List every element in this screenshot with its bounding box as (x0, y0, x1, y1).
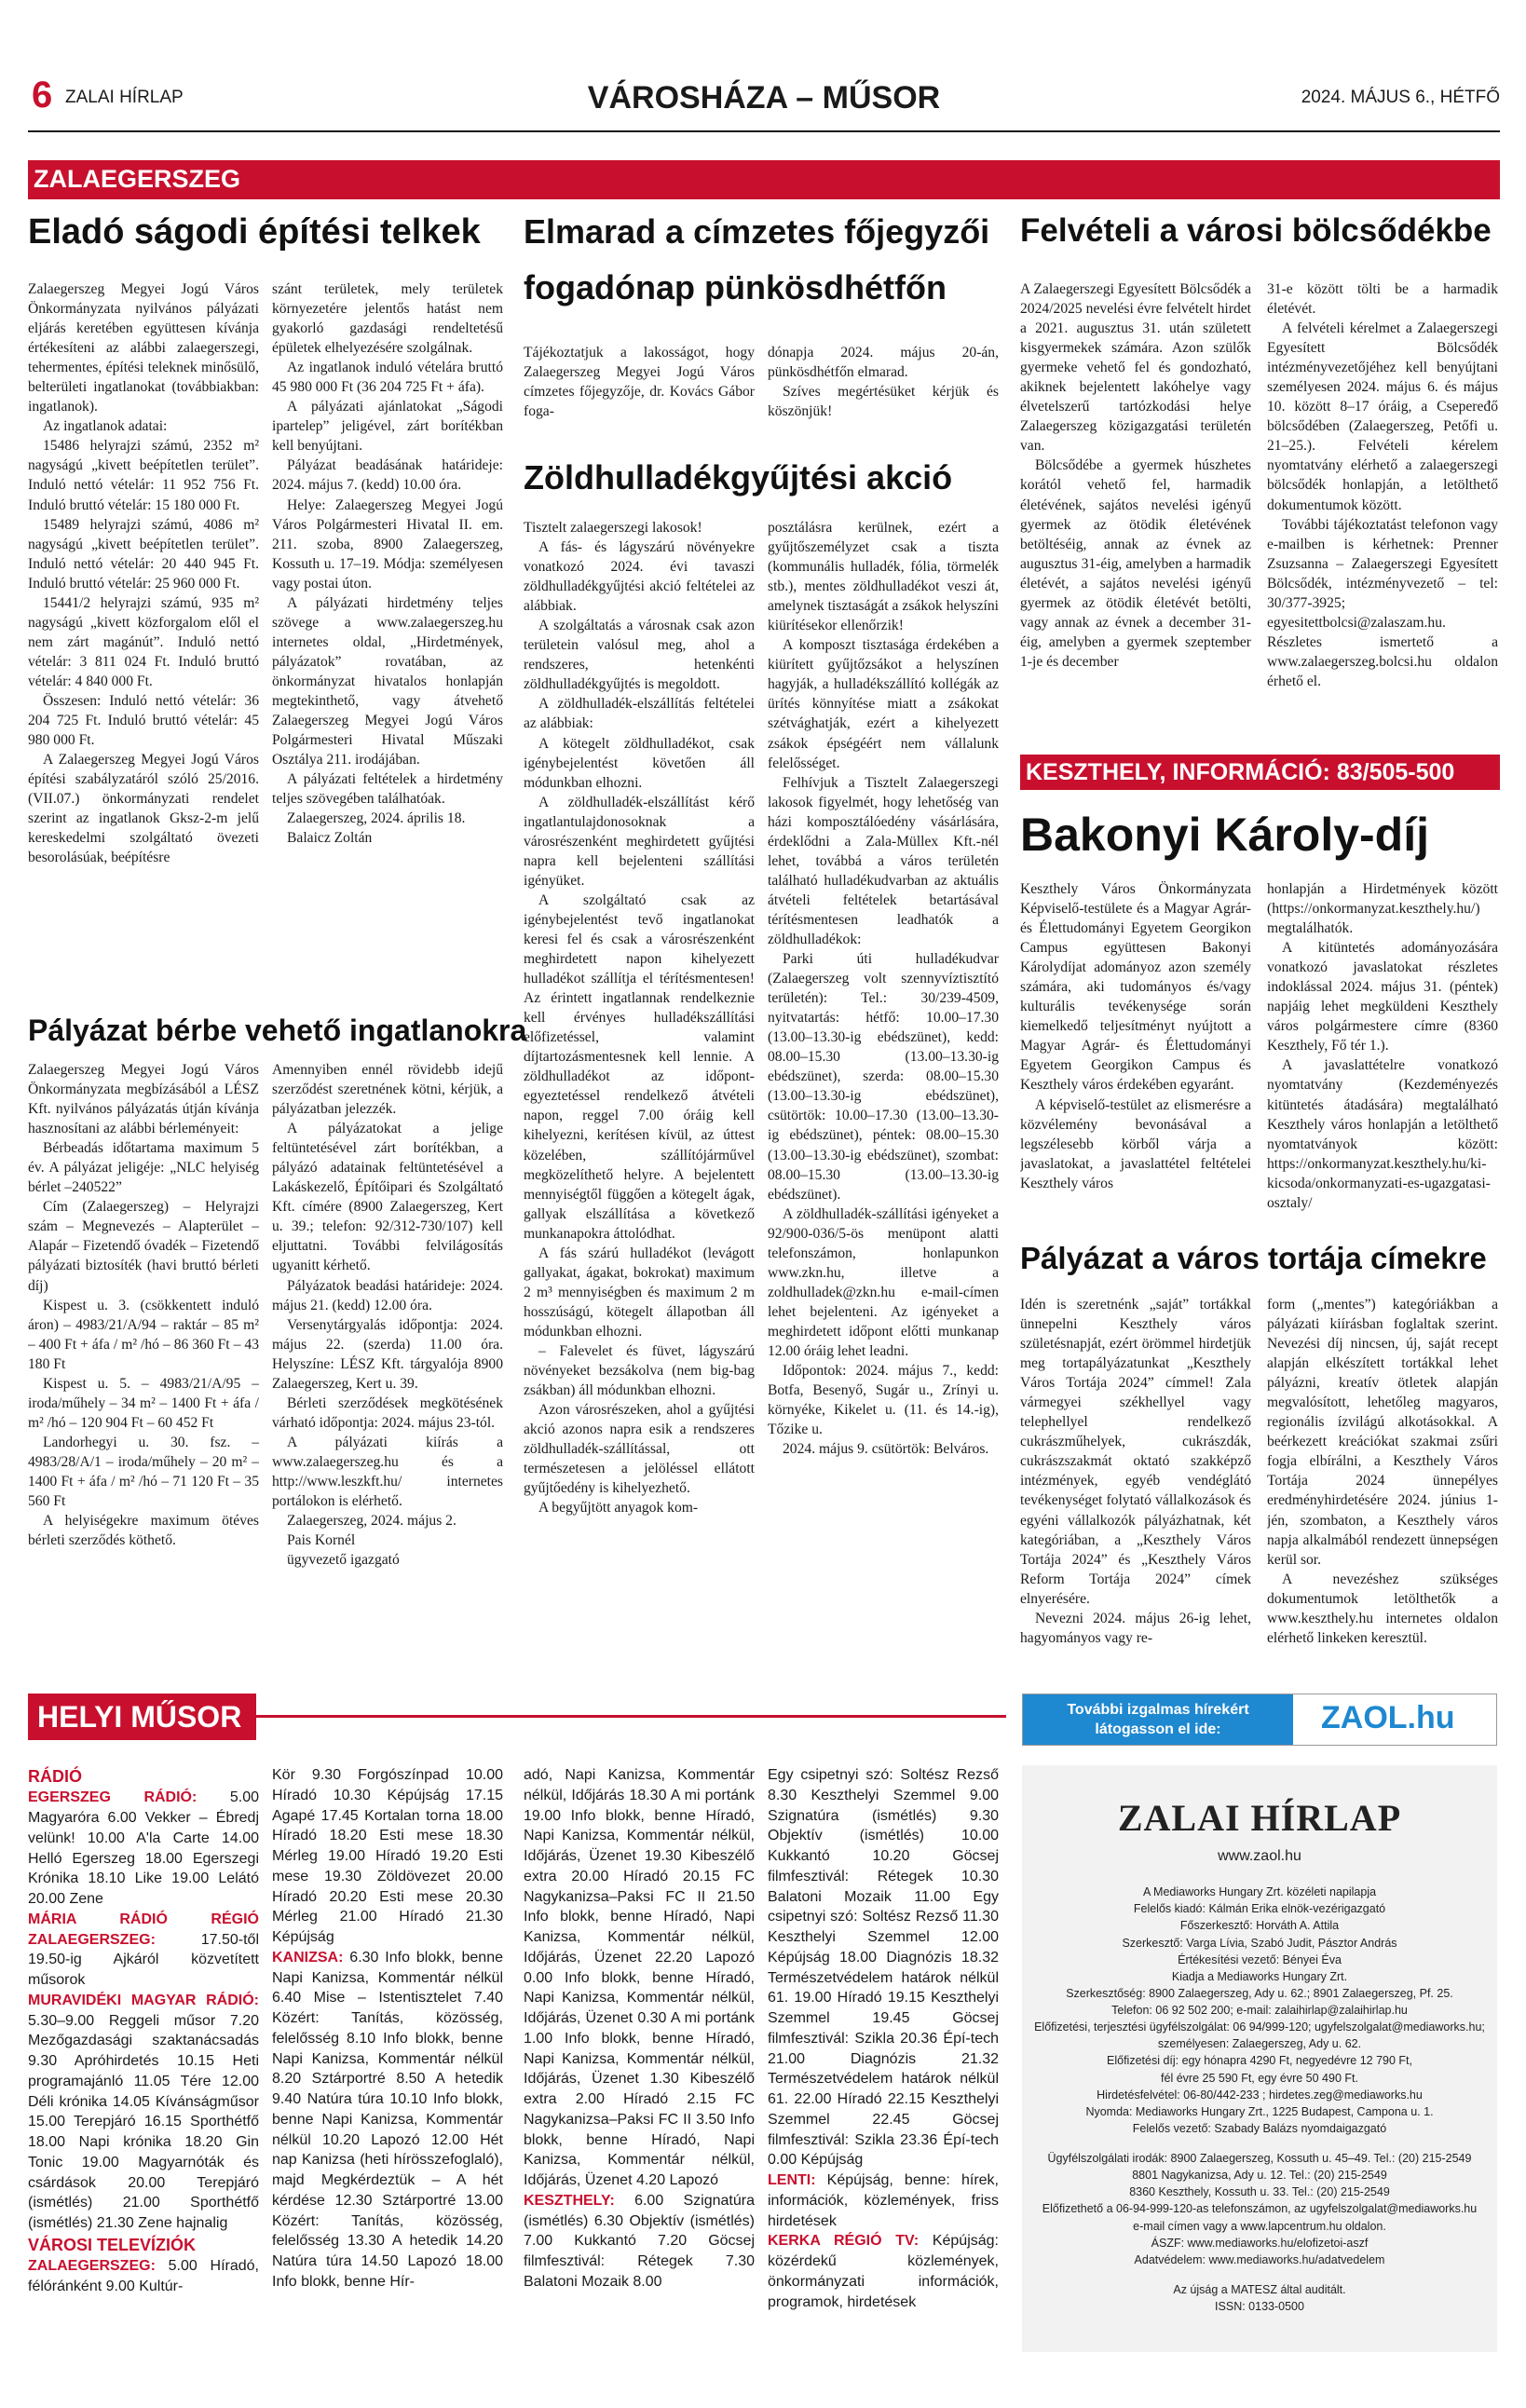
paragraph: A szolgáltatás a városnak csak azon területein valósul meg, ahol a rendszeres, hetenkénti zöldhulladékgyűjtés is megoldott. (524, 618, 755, 693)
keszthely-info-bar (1020, 755, 1500, 790)
paragraph: Bérbeadás időtartama maximum 5 év. A pályázat jeligéje: „NLC helyiség bérlet –240522” (28, 1140, 259, 1196)
paragraph: A fás szárú hulladékot (levágott gallyakat, ágakat, bokrokat) maximum 2 m³ mennyiségben és maximum 2 m hosszúságú, kötegelt állapotban áll módunkban elhozni. (524, 1245, 755, 1340)
paragraph: A pályázati hirdetmény teljes szövege a www.zalaegerszeg.hu internetes oldal, „Hirdetmények, pályázatok” rovatában, az önkormányzat hivatalos honlapján megtekinthető, vagy átvehető Zalaegerszeg Megyei Jogú Város Polgármesteri Hivatal Műszaki Osztálya 211. irodájában. (272, 594, 503, 769)
schedule-text: Képújság: közérdekű közlemények, önkormányzati információk, programok, hirdetések (768, 2233, 999, 2310)
musor-heading: RÁDIÓ (28, 1767, 82, 1786)
musor-entry (272, 1765, 503, 1948)
musor-col4 (768, 1765, 999, 2385)
impresszum-line: e-mail címen vagy a www.lapcentrum.hu oldalon. (1133, 2219, 1386, 2233)
station-name: ZALAEGERSZEG: (28, 2258, 156, 2275)
paragraph: Nevezni 2024. május 26-ig lehet, hagyományos vagy re- (1020, 1610, 1251, 1646)
paragraph: Keszthely Város Önkormányzata Képviselő-testülete és a Magyar Agrár- és Élettudományi Egyetem Georgikon Campus együttesen Bakonyi Károlydíjat adományoz azon személy számára, aki tudományos és/vagy kulturális tevékenysége során kiemelkedő teljesítményt nyújtott a Magyar Agrár- és Élettudományi Egyetem Georgikon Campus és Keszthely város érdekében egyaránt. (1020, 881, 1251, 1094)
musor-col2 (272, 1765, 503, 2385)
header-rule (28, 130, 1500, 132)
paragraph: form („mentes”) kategóriákban a pályázati kiírásban foglaltak szerint. Nevezési díj nincsen, új, saját recept alapján elkészített tortákkal lehet pályázni, kreatív ötletek alapján megvalósított, lehetőleg magyaros, regionális ízvilágú alkotásokkal. A beérkezett kreációkat szakmai zsűri fogja elbírálni, a Keszthely Város Tortája 2024 ünnepélyes eredményhirdetésére 2024. június 1-jén, szombaton, a Keszthely város napja alkalmából rendezett ünnepségen kerül sor. (1267, 1297, 1498, 1568)
paragraph: A szolgáltató csak az igénybejelentést tevő ingatlanokat keresi fel és csak a városrészenként meghirdetett napon kihelyezett hulladékot szállítja el térítésmentesen! Az érintett ingatlannak rendelkeznie kell érvényes hulladékszállítási előfizetéssel, valamint díjtartozásmentesnek kell lennie. A zöldhulladékot az időpont-egyeztetéssel rendelkező átvételi napon, reggel 7.00 óráig kell kihelyezni, kerítésen kívül, az úttest közelében, szállítójárművel megközelíthető helyre. A bejelentett mennyiségtől függően a kötegelt ágak, gallyak elszállítása a következő munkanapokra áttolódhat. (524, 891, 755, 1242)
schedule-text: 17.50-től 19.50-ig Ajkáról közvetített műsorok (28, 1931, 259, 1989)
region-band (28, 160, 1500, 199)
article-zold-col2 (768, 518, 999, 1682)
paragraph: Pályázatok beadási határideje: 2024. május 21. (kedd) 12.00 óra. (272, 1277, 503, 1313)
article-title-fojegyzo-1: Elmarad a címzetes főjegyzői (524, 212, 990, 251)
paragraph: Bölcsődébe a gyermek húszhetes korától vehető fel, harmadik életévének, sajátos nevelési igényű gyermek az ötödik életévének betöltéséig, annak az évnek az augusztus 31-éig, amelyben a harmadik életévét, a sajátos nevelési igényű gyermek az ötödik életévét betölti, vagy annak az évnek a december 31-éig, amelyben a gyermek szeptember 1-je és december (1020, 457, 1251, 670)
article-berbe-col1 (28, 1060, 259, 1684)
musor-entry (28, 1910, 259, 1991)
paragraph: A képviselő-testület az elismerésre a közvélemény bevonásával a legszélesebb körből várja a javaslatokat, a javaslattétel feltételei Keszthely város (1020, 1096, 1251, 1191)
station-name: EGERSZEG RÁDIÓ: (28, 1789, 198, 1806)
article-berbe-col2 (272, 1060, 503, 1684)
ad-text-line2: látogasson el ide: (1095, 1721, 1221, 1737)
paragraph: Azon városrészeken, ahol a gyűjtési akció azonos napra esik a rendszeres zöldhulladék-szállítással, ott természetesen a jelöléssel ellátott gyűjtőedény is kihelyezhető. (524, 1402, 755, 1497)
article-sagod-col2 (272, 279, 503, 1006)
paragraph: A Zalaegerszegi Egyesített Bölcsődék a 2024/2025 nevelési évre felvételt hirdet a 2021. augusztus 31. után született kisgyermekek számára. Azon szülők gyermeke vehető fel és gondozható, akiknek bejelentett lakóhelye vagy élvetelszerű tartózkodási helye Zalaegerszeg közigazgatási területén van. (1020, 281, 1251, 455)
musor-entry (768, 2170, 999, 2231)
paragraph: dónapja 2024. május 20-án, pünkösdhétfőn elmarad. (768, 345, 999, 381)
impresszum-line: Ügyfélszolgálati irodák: 8900 Zalaegerszeg, Kossuth u. 45–49. Tel.: (20) 215-2549 (1047, 2152, 1472, 2166)
impresszum-line: A Mediaworks Hungary Zrt. közéleti napilapja (1142, 1885, 1377, 1899)
impresszum-line: Előfizetési, terjesztési ügyfélszolgálat: 06 94/999-120; ugyfelszolgalat@mediaworks.hu; (1034, 2020, 1485, 2034)
paragraph: Tájékoztatjuk a lakosságot, hogy Zalaegerszeg Megyei Jogú Város címzetes főjegyzője, dr. Kovács Gábor foga- (524, 345, 755, 420)
paragraph: Zalaegerszeg Megyei Jogú Város Önkormányzata megbízásából a LÉSZ Kft. nyilvános pályázatás útján kívánja hasznosítani az alábbi bérleményeit: (28, 1062, 259, 1137)
paragraph: Cím (Zalaegerszeg) – Helyrajzi szám – Megnevezés – Alapterület – Alapár – Fizetendő óvadék – Fizetendő pályázati biztosíték (havi bruttó bérleti díj) (28, 1199, 259, 1294)
paragraph: Összesen: Induló nettó vételár: 36 204 725 Ft. Induló bruttó vételár: 45 980 000 Ft. (28, 692, 259, 749)
article-fojegyzo-col1 (524, 343, 755, 445)
paragraph: További tájékoztatást telefonon vagy e-mailben is kérhetnek: Prenner Zsuzsanna – Zalaegerszegi Egyesített Bölcsődék, intézményvezető – tel: 30/377-3925; egyesitettbolcsi@zalaszam.hu. Részletes ismertető a www.zalaegerszeg.bolcsi.hu oldalon érhető el. (1267, 516, 1498, 689)
schedule-text: adó, Napi Kanizsa, Kommentár nélkül, Időjárás 18.30 A mi portánk 19.00 Info blokk, benne Híradó, Napi Kanizsa, Kommentár nélkül, Időjárás, Üzenet 19.30 Kibeszélő extra 20.00 Híradó 20.15 FC Nagykanizsa–Paksi FC II 21.50 Info blokk, benne Híradó, Napi Kanizsa, Kommentár nélkül, Időjárás, Üzenet 22.20 Lapozó 0.00 Info blokk, benne Híradó, Napi Kanizsa, Kommentár nélkül, Időjárás, Üzenet 0.30 A mi portánk 1.00 Info blokk, benne Híradó, Napi Kanizsa, Kommentár nélkül, Időjárás, Üzenet 1.30 Kibeszélő extra 2.00 Híradó 2.15 FC Nagykanizsa–Paksi FC II 3.50 Info blokk, benne Híradó, Napi Kanizsa, Kommentár nélkül, Időjárás, Üzenet 4.20 Lapozó (524, 1767, 755, 2188)
region-label: ZALAEGERSZEG (34, 165, 241, 193)
impresszum-line: Telefon: 06 92 502 200; e-mail: zalaihirlap@zalaihirlap.hu (1111, 2004, 1408, 2018)
station-name: KANIZSA: (272, 1949, 344, 1966)
paragraph: A zöldhulladék-elszállítást kérő ingatlantulajdonosoknak a városrészenként meghirdetett gyűjtési napra kell bejelenteni szállítási igényüket. (524, 794, 755, 889)
musor-entry (28, 1991, 259, 2234)
paragraph: Bérleti szerződések megkötésének várható időpontja: 2024. május 23-tól. (272, 1394, 503, 1431)
paragraph: Szíves megértésüket kérjük és köszönjük! (768, 384, 999, 420)
paragraph: A begyűjtött anyagok kom- (538, 1500, 699, 1517)
impresszum-line: Adatvédelem: www.mediaworks.hu/adatvedelem (1134, 2252, 1385, 2266)
impresszum-line: Értékesítési vezető: Bényei Éva (1178, 1952, 1342, 1966)
paragraph: Parki úti hulladékudvar (Zalaegerszeg volt szennyvíztisztító területén): Tel.: 30/239-4509, nyitvatartás: hétfő: 10.00–17.30 (13.00–13.30-ig ebédszünet), kedd: 08.00–15.30 (13.00–13.30-ig ebédszünet), szerda: 08.00–15.30 (13.00–13.30-ig ebédszünet), csütörtök: 10.00–17.30 (13.00–13.30-ig ebédszünet), péntek: 08.00–15.30 (13.00–13.30-ig ebédszünet), szombat: 08.00–15.30 (13.00–13.30-ig ebédszünet). (768, 951, 999, 1203)
station-name: MÁRIA RÁDIÓ RÉGIÓ ZALAEGERSZEG: (28, 1911, 259, 1948)
schedule-text: 5.00 Magyaróra 6.00 Vekker – Ébredj velünk! 10.00 A'la Carte 14.00 Helló Egerszeg 18.00 Egerszegi Krónika 18.10 Like 19.00 Lelátó 20.00 Zene (28, 1789, 259, 1908)
article-title-zold: Zöldhulladékgyűjtési akció (524, 458, 953, 497)
paragraph: ügyvezető igazgató (287, 1552, 400, 1569)
article-fojegyzo-col2 (768, 343, 999, 445)
schedule-text: Egy csipetnyi szó: Soltész Rezső 8.30 Keszthelyi Szemmel 9.00 Szignatúra (ismétlés) 9.30 Objektív (ismétlés) 10.00 Kukkantó 10.20 Göcsej filmfesztivál: Rétegek 10.30 Balatoni Mozaik 11.00 Egy csipetnyi szó: Soltész Rezső 11.30 Keszthelyi Szemmel 12.00 Képújság 18.00 Diagnózis 18.32 Természetvédelem határok nélkül 61. 19.00 Híradó 19.15 Keszthelyi Szemmel 19.45 Göcsej filmfesztivál: Szikla 20.36 Épí-tech 21.00 Diagnózis 21.32 Természetvédelem határok nélkül 61. 22.00 Híradó 22.15 Keszthelyi Szemmel 22.45 Göcsej filmfesztivál: Szikla 23.36 Épí-tech 0.00 Képújság (768, 1767, 999, 2169)
paragraph: Időpontok: 2024. május 7., kedd: Botfa, Besenyő, Sugár u., Zrínyi u. környéke, Kikelet u. (11. és 14.-ig), Tőzike u. (768, 1363, 999, 1438)
issue-date: 2024. MÁJUS 6., HÉTFŐ (1301, 88, 1500, 107)
ad-brand-logo: ZAOL.hu (1321, 1700, 1455, 1735)
musor-entry (768, 1765, 999, 2170)
impresszum-line: Az újság a MATESZ által auditált. (1173, 2282, 1346, 2296)
impresszum-line: Felelős vezető: Szabady Balázs nyomdaigazgató (1132, 2121, 1387, 2135)
section-title: VÁROSHÁZA – MŰSOR (587, 80, 941, 116)
masthead-logo: ZALAI HÍRLAP (1117, 1797, 1402, 1839)
page-header (28, 75, 1500, 119)
impresszum-line: 8801 Nagykanizsa, Ady u. 12. Tel.: (20) 215-2549 (1132, 2169, 1387, 2183)
station-name: KESZTHELY: (524, 2192, 615, 2209)
musor-entry (272, 1948, 503, 2292)
article-bakonyi-col2 (1267, 879, 1498, 1226)
impresszum-line: ÁSZF: www.mediaworks.hu/elofizetoi-aszf (1151, 2236, 1369, 2250)
paragraph: A nevezéshez szükséges dokumentumok letölthetők a www.keszthely.hu internetes oldalon elérhető linkeken keresztül. (1267, 1571, 1498, 1646)
paragraph: Az ingatlanok adatai: (43, 418, 168, 435)
article-tortaja-col2 (1267, 1295, 1498, 1684)
impresszum-line: Kiadja a Mediaworks Hungary Zrt. (1171, 1969, 1348, 1983)
paragraph: Tisztelt zalaegerszegi lakosok! (524, 520, 702, 536)
impresszum-line: Főszerkesztő: Horváth A. Attila (1179, 1919, 1340, 1933)
schedule-text: 6.30 Info blokk, benne Napi Kanizsa, Kommentár nélkül 6.40 Mise – Istentisztelet 7.40 Közért: Tanítás, közösség, felelősség 8.10 Info blokk, benne Napi Kanizsa, Kommentár nélkül 8.20 Sztárportré 8.50 A hetedik 9.40 Natúra túra 10.10 Info blokk, benne Napi Kanizsa, Kommentár nélkül 10.20 Lapozó 12.00 Hét nap Kanizsa (heti hírösszefoglaló), majd Megkérdeztük – A hét kérdése 12.30 Sztárportré 13.00 Közért: Tanítás, közösség, felelősség 13.30 A hetedik 14.20 Natúra túra 14.50 Lapozó 18.00 Info blokk, benne Hír- (272, 1949, 503, 2290)
paragraph: Amennyiben ennél rövidebb idejű szerződést szeretnének kötni, kérjük, a pályázatban jelezzék. (272, 1062, 503, 1118)
musor-heading: VÁROSI TELEVÍZIÓK (28, 2235, 197, 2254)
impresszum-line: ISSN: 0133-0500 (1215, 2300, 1304, 2314)
article-zold-col1 (524, 518, 755, 1682)
musor-entry (768, 2231, 999, 2312)
paragraph: A Zalaegerszeg Megyei Jogú Város építési szabályzatáról szóló 25/2016. (VII.07.) önkormányzati rendelet szerint az ingatlanok Gksz-2-m jelű kereskedelmi szolgáltató övezeti besorolásúak, beépítésre (28, 752, 259, 866)
station-name: LENTI: (768, 2172, 816, 2188)
article-title-bolcsode: Felvételi a városi bölcsődékbe (1020, 212, 1492, 249)
paragraph: 31-e között tölti be a harmadik életévét. (1267, 281, 1498, 318)
paragraph: 15489 helyrajzi számú, 4086 m² nagyságú „kivett beépítetlen terület”. Induló nettó vételár: 20 440 945 Ft. Induló bruttó vételár: 25 960 000 Ft. (28, 516, 259, 592)
article-title-fojegyzo-2: fogadónap pünkösdhétfőn (524, 268, 947, 306)
ad-text-box (1023, 1694, 1293, 1745)
paragraph: posztálásra kerülnek, ezért a gyűjtőszemélyzet csak a tiszta (kommunális hulladék, fólia, törmelék stb.), mentes zöldhulladékot veszi át, amelynek tisztaságát a zsákok helyszíni kiürítésekor ellenőrzik! (768, 520, 999, 634)
keszthely-info-label: KESZTHELY, INFORMÁCIÓ: 83/505-500 (1026, 759, 1455, 785)
paragraph: A felvételi kérelmet a Zalaegerszegi Egyesített Bölcsődék intézményvezetőjéhez kell benyújtani személyesen 2024. május 6. és május 10. között 8–17 óráig, a Csepeređő bölcsődében (Zalaegerszeg, Petőfi u. 21–25.). Felvételi kérelem nyomtatvány elérhető a zalaegerszegi bölcsődék honlapján, a letölthető dokumentumok között. (1267, 320, 1498, 513)
impresszum-line: 8360 Keszthely, Kossuth u. 33. Tel.: (20) 215-2549 (1129, 2185, 1390, 2199)
article-title-bakonyi: Bakonyi Károly-díj (1020, 809, 1429, 861)
musor-entry (28, 2256, 259, 2297)
article-bolcsode-col2 (1267, 279, 1498, 736)
schedule-text: Kör 9.30 Forgószínpad 10.00 Híradó 10.30 Képújság 17.15 Agapé 17.45 Kortalan torna 18.00 Híradó 18.20 Esti mese 18.30 Mérleg 19.00 Híradó 19.20 Esti mese 19.30 Zöldövezet 20.00 Híradó 20.20 Esti mese 20.30 Mérleg 21.00 Híradó 21.30 Képújság (272, 1767, 503, 1945)
paragraph: szánt területek, mely területek környezetére jelentős hatást nem gyakorló gazdasági rendeltetésű épületek elhelyezésére szolgálnak. (272, 281, 503, 357)
impresszum-line: Előfizethető a 06-94-999-120-as telefonszámon, az ugyfelszolgalat@mediaworks.hu (1042, 2202, 1478, 2216)
paragraph: A helyiségekre maximum ötéves bérleti szerződés köthető. (28, 1513, 259, 1549)
schedule-text: 5.00 Híradó, félóránként 9.00 Kultúr- (28, 2258, 259, 2295)
paragraph: 15441/2 helyrajzi számú, 935 m² nagyságú „kivett közforgalom elől el nem zárt magánút”. Induló nettó vételár: 3 811 024 Ft. Induló bruttó vételár: 4 840 000 Ft. (28, 594, 259, 689)
schedule-text: 6.00 Szignatúra (ismétlés) 6.30 Objektív (ismétlés) 7.00 Kukkantó 7.20 Göcsej filmfesztivál: Rétegek 7.30 Balatoni Mozaik 8.00 (524, 2192, 755, 2290)
paragraph: A pályázati kiírás a www.zalaegerszeg.hu és a http://www.leszkft.hu/ internetes portálokon is elérhető. (272, 1434, 503, 1510)
musor-col3 (524, 1765, 755, 2385)
page-number: 6 (32, 75, 53, 116)
station-name: MURAVIDÉKI MAGYAR RÁDIÓ: (28, 1992, 259, 2008)
ad-text-line1: További izgalmas hírekért (1067, 1702, 1249, 1718)
paragraph: Zalaegerszeg Megyei Jogú Város Önkormányzata nyilvános pályázati eljárás keretében együttesen kívánja értékesíteni az alábbi zalaegerszegi, tehermentes, építési teleknek minősülő, belterületi ingatlanokat (továbbiakban: ingatlanok). (28, 281, 259, 415)
paragraph: Versenytárgyalás időpontja: 2024. május 22. (szerda) 11.00 óra. Helyszíne: LÉSZ Kft. tárgyalója 8900 Zalaegerszeg, Kert u. 39. (272, 1316, 503, 1392)
paragraph: A zöldhulladék-szállítási igényeket a 92/900-036/5-ös menüpont alatti telefonszámon, honlapunkon www.zkn.hu, illetve a zoldhulladek@zkn.hu e-mail-címen lehet bejelenteni. Az igényeket a meghirdetett időpont előtti munkanap 12.00 óráig lehet leadni. (768, 1205, 999, 1359)
station-name: KERKA RÉGIÓ TV: (768, 2233, 920, 2250)
paragraph: Kispest u. 3. (csökkentett induló áron) – 4983/21/A/94 – raktár – 85 m² – 400 Ft + áfa / m² /hó – 86 360 Ft – 43 180 Ft (28, 1297, 259, 1372)
paragraph: A kötegelt zöldhulladékot, csak igénybejelentést követően áll módunkban elhozni. (524, 735, 755, 791)
impresszum-line: Előfizetési díj: egy hónapra 4290 Ft, negyedévre 12 790 Ft, (1107, 2054, 1412, 2068)
schedule-text: 5.30–9.00 Reggeli műsor 7.20 Mezőgazdasági szaktanácsadás 9.30 Apróhirdetés 10.15 Heti programajánló 11.05 Tére 12.00 Déli krónika 14.05 Kívánságműsor 15.00 Terepjáró 16.15 Sporthétfő 18.00 Napi krónika 18.20 Gin Tonic 19.00 Magyarnóták és csárdások 20.00 Terepjáró (ismétlés) 21.00 Sporthétfő (ismétlés) 21.30 Zene hajnalig (28, 2012, 259, 2232)
impresszum-line: Hirdetésfelvétel: 06-80/442-233 ; hirdetes.zeg@mediaworks.hu (1097, 2088, 1423, 2102)
impresszum-box (1022, 1765, 1497, 2352)
paragraph: Helye: Zalaegerszeg Megyei Jogú Város Polgármesteri Hivatal II. em. 211. szoba, 8900 Zalaegerszeg, Kossuth u. 17–19. Módja: személyesen vagy postai úton. (272, 497, 503, 592)
impresszum-line: személyesen: Zalaegerszeg, Ady u. 62. (1157, 2037, 1362, 2051)
impresszum-line: Szerkesztőség: 8900 Zalaegerszeg, Ady u. 62.; 8901 Zalaegerszeg, Pf. 25. (1066, 1986, 1453, 2000)
impresszum-line: Szerkesztő: Varga Lívia, Szabó Judit, Pásztor András (1122, 1936, 1397, 1950)
paragraph: – Falevelet és füvet, lágyszárú növényeket bezsákolva (nem big-bag zsákban) áll módunkban elhozni. (524, 1342, 755, 1399)
masthead-web: www.zaol.hu (1218, 1848, 1301, 1864)
paragraph: A komposzt tisztasága érdekében a kiürített gyűjtőzsákot a helyszínen hagyják, a hulladékszállító kollégák az ürítés könnyítése miatt a zsákokat szétvághatják, ezért a kihelyezett zsákok épségéért nem vállalunk felelősséget. (768, 637, 999, 771)
article-sagod-col1 (28, 279, 259, 1006)
paragraph: A pályázati feltételek a hirdetmény teljes szövegében találhatóak. (272, 771, 503, 808)
paragraph: Zalaegerszeg, 2024. május 2. (287, 1513, 456, 1530)
paragraph: 2024. május 9. csütörtök: Belváros. (783, 1441, 989, 1458)
article-title-tortaja: Pályázat a város tortája címekre (1020, 1241, 1487, 1275)
paragraph: Pais Kornél (287, 1532, 356, 1549)
impresszum-line: Felelős kiadó: Kálmán Erika elnök-vezérigazgató (1133, 1902, 1386, 1916)
paragraph: Zalaegerszeg, 2024. április 18. (287, 810, 466, 827)
helyi-musor-bar (28, 1694, 1006, 1740)
musor-entry (28, 1788, 259, 1910)
article-tortaja-col1 (1020, 1295, 1251, 1684)
spacer (1022, 2268, 1497, 2281)
article-bakonyi-col1 (1020, 879, 1251, 1226)
paragraph: Landorhegyi u. 30. fsz. – 4983/28/A/1 – iroda/műhely – 20 m² – 1400 Ft + áfa / m² /hó – 71 120 Ft – 35 560 Ft (28, 1434, 259, 1510)
paragraph: A zöldhulladék-elszállítás feltételei az alábbiak: (524, 696, 755, 732)
paragraph: A pályázati ajánlatokat „Ságodi ipartelep” jeligével, zárt borítékban kell benyújtani. (272, 399, 503, 455)
musor-entry (524, 1765, 755, 2191)
publication-name: ZALAI HÍRLAP (65, 88, 184, 107)
paragraph: Idén is szeretnénk „saját” tortákkal ünnepelni Keszthely város születésnapját, ezért örömmel hirdetjük meg tortapályázatunkat „Keszthely Város Tortája 2024” címmel! Zala vármegyei székhellyel vagy telephellyel rendelkező cukrászműhelyek, cukrászdák, cukrászszakmát oktató szakképző intézmények, egyéb vendéglátó tevékenységet folytató vállalkozások és egyéni vállalkozók pályázhatnak, két kategóriában, a „Keszthely Város Tortája 2024” és „Keszthely Város Reform Tortája 2024” címek elnyerésére. (1020, 1297, 1251, 1607)
helyi-musor-rule (256, 1715, 1006, 1718)
helyi-musor-label-box (28, 1694, 256, 1740)
paragraph: Felhívjuk a Tisztelt Zalaegerszegi lakosok figyelmét, hogy lehetőség van házi komposztálóedény vásárlására, érdeklődni a Zala-Müllex Kft.-nél lehet, továbbá a város területén található hulladékudvarban az aktuális átvételi feltételek betartásával térítésmentesen leadhatók a zöldhulladékok: (768, 774, 999, 947)
paragraph: A pályázatokat a jelige feltüntetésével zárt borítékban, a pályázó adatainak feltüntetésével a Lakáskezelő, Építőipari és Szolgáltató Kft. címére (8900 Zalaegerszeg, Kert u. 39.; telefon: 92/312-730/107) kell eljuttatni. További felvilágosítás ugyanitt kérhető. (272, 1121, 503, 1274)
paragraph: A javaslattételre vonatkozó nyomtatvány (Kezdeményezés kitüntetés átadására) megtalálható Keszthely város honlapján a letölthető nyomtatványok között: https://onkormanyzat.keszthely.hu/ki-kicsoda/onkormanyzati-es-ugazgatasi-osztaly/ (1267, 1057, 1498, 1211)
paragraph: Balaicz Zoltán (287, 830, 373, 847)
paragraph: honlapján a Hirdetmények között (https://onkormanyzat.keszthely.hu/) megtalálhatók. (1267, 881, 1498, 937)
helyi-musor-label: HELYI MŰSOR (37, 1700, 242, 1734)
musor-entry (524, 2191, 755, 2292)
impresszum-line: Nyomda: Mediaworks Hungary Zrt., 1225 Budapest, Campona u. 1. (1085, 2104, 1434, 2118)
schedule-text: Képújság, benne: hírek, információk, közlemények, friss hirdetések (768, 2172, 999, 2229)
article-bolcsode-col1 (1020, 279, 1251, 736)
paragraph: Az ingatlanok induló vételára bruttó 45 980 000 Ft (36 204 725 Ft + áfa). (272, 360, 503, 396)
impresszum-line: fél évre 25 590 Ft, egy évre 50 490 Ft. (1161, 2071, 1358, 2085)
paragraph: 15486 helyrajzi számú, 2352 m² nagyságú „kivett beépítetlen terület”. Induló nettó vételár: 11 952 756 Ft. Induló bruttó vételár: 15 180 000 Ft. (28, 438, 259, 513)
paragraph: Pályázat beadásának határideje: 2024. május 7. (kedd) 10.00 óra. (272, 457, 503, 494)
musor-col1 (28, 1765, 259, 2385)
article-title-sagod: Eladó ságodi építési telkek (28, 212, 481, 252)
paragraph: A kitüntetés adományozására vonatkozó javaslatokat részletes indoklással 2024. május 31. (péntek) napjáig lehet megküldeni Keszthely város polgármestere címre (8360 Keszthely, Fő tér 1.). (1267, 940, 1498, 1054)
article-title-berbe: Pályázat bérbe vehető ingatlanokra (28, 1014, 527, 1047)
spacer (1022, 2137, 1497, 2150)
zaol-ad-banner[interactable] (1022, 1694, 1497, 1746)
paragraph: A fás- és lágyszárú növényekre vonatkozó 2024. évi tavaszi zöldhulladékgyűjtési akció feltételei az alábbiak. (524, 539, 755, 615)
paragraph: Kispest u. 5. – 4983/21/A/95 – iroda/műhely – 34 m² – 1400 Ft + áfa / m² /hó – 120 904 Ft – 60 452 Ft (28, 1375, 259, 1431)
